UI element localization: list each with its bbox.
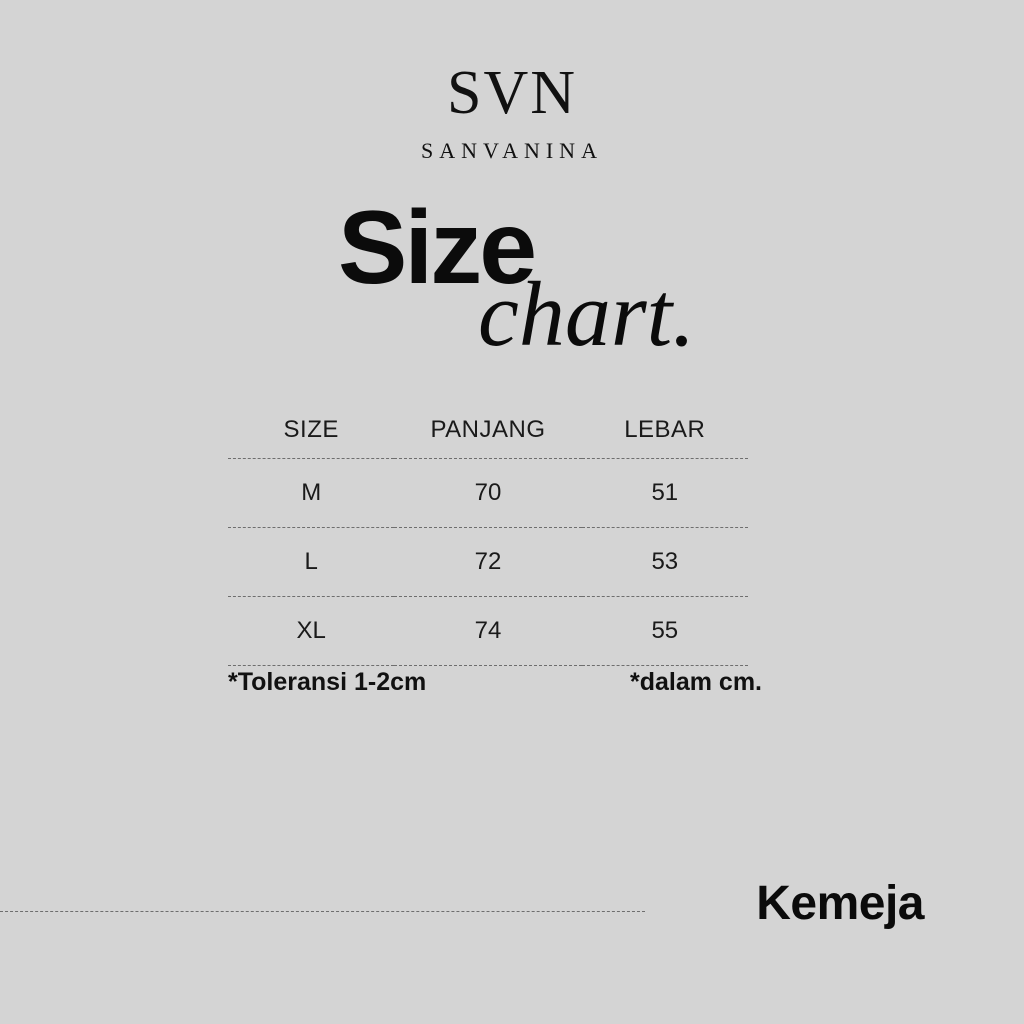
page-title xyxy=(0,190,1024,366)
cell-panjang: 70 xyxy=(474,479,502,506)
note-unit: *dalam cm. xyxy=(629,668,762,696)
cell-size: L xyxy=(304,548,318,575)
brand-block xyxy=(0,59,1024,164)
table-notes xyxy=(228,668,768,697)
page-title-script: chart. xyxy=(478,263,696,365)
cell-panjang: 72 xyxy=(474,548,502,575)
note-tolerance: *Toleransi 1-2cm xyxy=(228,668,427,696)
cell-lebar: 51 xyxy=(651,479,679,506)
table-row xyxy=(228,459,748,528)
cell-size: M xyxy=(301,479,322,506)
size-chart-table-wrapper xyxy=(228,402,748,666)
size-chart-table xyxy=(228,402,748,666)
footer-divider xyxy=(0,911,645,912)
column-header-panjang: PANJANG xyxy=(430,416,546,443)
brand-name: SANVANINA xyxy=(421,138,603,163)
column-header-lebar: LEBAR xyxy=(624,416,706,443)
table-header-row xyxy=(228,402,748,459)
cell-lebar: 55 xyxy=(651,617,679,644)
cell-size: XL xyxy=(296,617,326,644)
product-label: Kemeja xyxy=(756,877,924,930)
table-row xyxy=(228,597,748,666)
column-header-size: SIZE xyxy=(283,416,339,443)
table-row xyxy=(228,528,748,597)
page-title-main: Size xyxy=(338,190,535,306)
cell-panjang: 74 xyxy=(474,617,502,644)
cell-lebar: 53 xyxy=(651,548,679,575)
brand-monogram: SVN xyxy=(446,59,578,127)
